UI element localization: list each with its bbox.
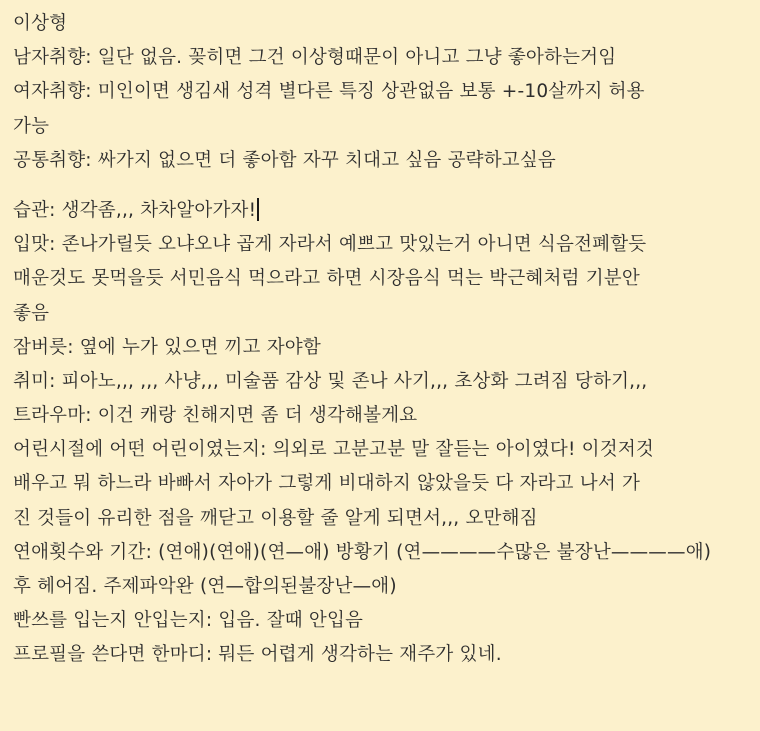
male-preference-line: 남자취향: 일단 없음. 꽂히면 그건 이상형때문이 아니고 그냥 좋아하는거임 bbox=[13, 47, 617, 69]
profile-quote-line: 프로필을 쓴다면 한마디: 뭐든 어렵게 생각하는 재주가 있네. bbox=[13, 644, 502, 666]
sleep-habit-line: 잠버릇: 옆에 누가 있으면 끼고 자야함 bbox=[13, 336, 321, 358]
taste-line: 입맛: 존나가릴듯 오냐오냐 곱게 자라서 예쁘고 맛있는거 아니면 식음전폐할듯 bbox=[13, 234, 647, 256]
common-preference-line: 공통취향: 싸가지 없으면 더 좋아함 자꾸 치대고 싶음 공략하고싶음 bbox=[13, 149, 556, 171]
female-preference-line-cont: 가능 bbox=[13, 115, 50, 137]
hobby-line: 취미: 피아노,,, ,,, 사냥,,, 미술품 감상 및 존나 사기,,, 초상화 그려짐 당하기,,, bbox=[13, 370, 648, 392]
childhood-line-cont-2: 진 것들이 유리한 점을 깨닫고 이용할 줄 알게 되면서,,, 오만해짐 bbox=[13, 507, 538, 529]
text-cursor bbox=[257, 198, 259, 221]
underwear-line: 빤쓰를 입는지 안입는지: 입음. 잘때 안입음 bbox=[13, 610, 364, 632]
childhood-line-cont-1: 배우고 뭐 하느라 바빠서 자아가 그렇게 비대하지 않았을듯 다 자라고 나서 가 bbox=[13, 473, 641, 495]
doc-title: 이상형 bbox=[13, 13, 68, 34]
habit-line[interactable] bbox=[13, 194, 760, 228]
taste-line-cont-2: 좋음 bbox=[13, 302, 50, 324]
habit-text: 습관: 생각좀,,, 차차알아가자! bbox=[13, 199, 257, 221]
female-preference-line: 여자취향: 미인이면 생김새 성격 별다른 특징 상관없음 보통 +-10살까지 허용 bbox=[13, 81, 645, 103]
dating-line: 연애횟수와 기간: (연애)(연애)(연—애) 방황기 (연————수많은 불장난————애) bbox=[13, 541, 712, 563]
trauma-line: 트라우마: 이건 캐랑 친해지면 좀 더 생각해볼게요 bbox=[13, 405, 418, 427]
dating-line-cont: 후 헤어짐. 주제파악완 (연—합의된불장난—애) bbox=[13, 576, 397, 597]
blank-spacer bbox=[13, 178, 760, 194]
taste-line-cont-1: 매운것도 못먹을듯 서민음식 먹으라고 하면 시장음식 먹는 박근혜처럼 기분안 bbox=[13, 268, 640, 290]
childhood-line: 어린시절에 어떤 어린이였는지: 의외로 고분고분 말 잘듣는 아이였다! 이것저것 bbox=[13, 439, 654, 461]
